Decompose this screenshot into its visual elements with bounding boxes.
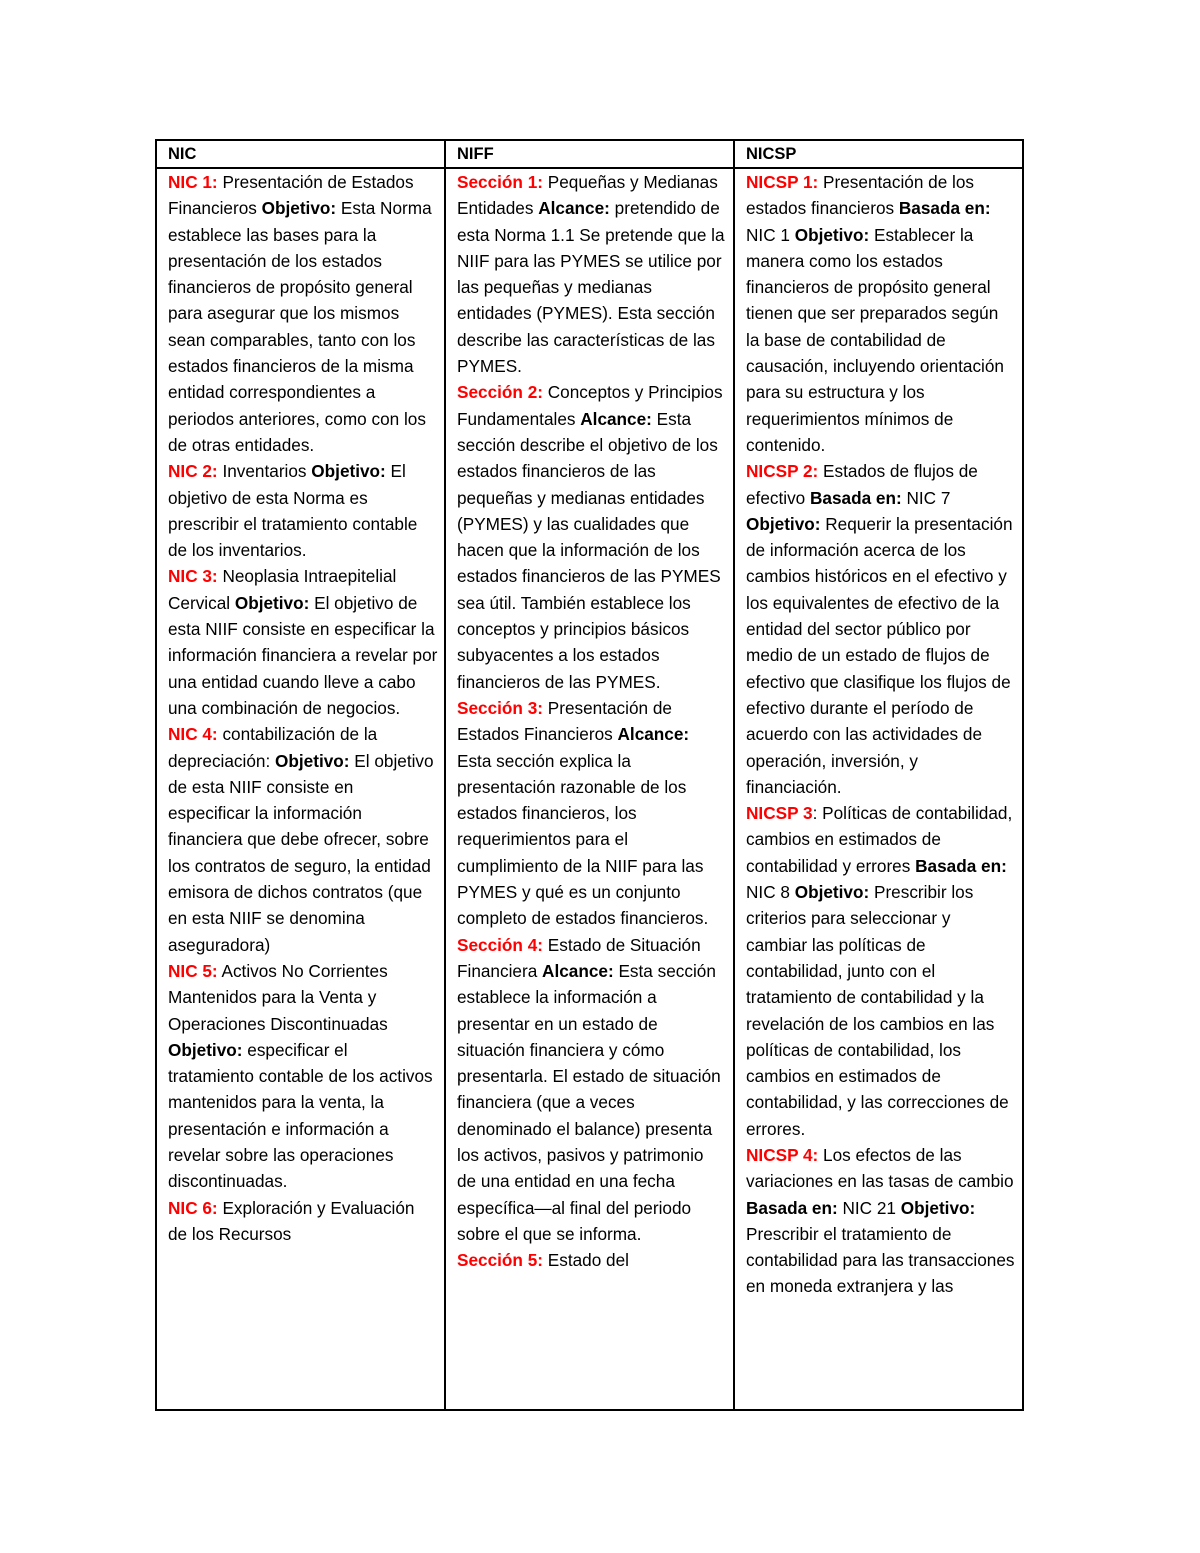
standard-code: Sección 1: [457, 172, 543, 192]
standard-description: El objetivo de esta NIIF consiste en especificar la información financiera a revelar por una entidad cuando lleve a cabo una combinación de negocios. [168, 592, 438, 718]
field-label: Objetivo: [794, 882, 870, 903]
field-label: Objetivo: [261, 198, 337, 219]
standard-code: NICSP 2: [746, 461, 819, 482]
standard-code: Sección 5: [457, 1250, 543, 1271]
field-label: Objetivo: [794, 224, 870, 245]
standard-entry [457, 932, 727, 1248]
standard-code: NICSP 4: [746, 1144, 819, 1165]
field-label: Alcance: [542, 960, 614, 981]
standard-description: pretendido de esta Norma 1.1 Se pretende que la NIIF para las PYMES se utilice por las pequeñas y medianas entidades (PYMES). Esta sección describe las características de las PYMES. [457, 198, 725, 377]
header-nic: NIC [156, 140, 445, 168]
field-label: Objetivo: [275, 750, 350, 771]
standard-code: NIC 2: [168, 461, 218, 482]
standard-description: Prescribir los criterios para seleccionar y cambiar las políticas de contabilidad, junto con el tratamiento de contabilidad y la revelación de los cambios en las políticas de contabilidad, los cambios en estimados de contabilidad, y las correcciones de errores. [746, 882, 1009, 1139]
standard-description: especificar el tratamiento contable de los activos mantenidos para la venta, la presentación e información a revelar sobre las operaciones discontinuadas. [168, 1039, 433, 1192]
standard-code: NICSP 3 [746, 803, 813, 824]
nic-column-cell [156, 168, 445, 1410]
standard-code: Sección 4: [457, 934, 543, 955]
standard-entry [457, 1247, 727, 1273]
standard-description: Exploración y Evaluación de los Recursos [168, 1197, 415, 1244]
header-nicsp: NICSP [734, 140, 1023, 168]
header-niff: NIFF [445, 140, 734, 168]
standard-description: Esta sección explica la presentación razonable de los estados financieros, los requerimientos para el cumplimiento de la NIIF para las PYMES y qué es un conjunto completo de estados financieros. [457, 750, 709, 929]
standard-entry [168, 721, 438, 958]
field-label: Basada en: [898, 198, 991, 219]
standard-description: Activos No Corrientes Mantenidos para la Venta y Operaciones Discontinuadas [168, 960, 388, 1034]
standard-entry [457, 695, 727, 932]
field-label: Basada en: [915, 855, 1007, 876]
standard-entry [746, 169, 1016, 458]
field-label: Objetivo: [900, 1197, 976, 1218]
standard-description: Estado del [542, 1250, 629, 1271]
standard-description: Neoplasia Intraepitelial Cervical [168, 566, 397, 613]
standard-code: NIC 6: [168, 1197, 218, 1218]
header-row [156, 140, 1023, 168]
nicsp-column-content [746, 169, 1016, 1409]
standard-code: NIC 3: [168, 566, 218, 587]
standard-description: Presentación de los estados financieros [746, 172, 975, 219]
standards-comparison-table [155, 139, 1024, 1411]
field-label: Basada en: [746, 1197, 838, 1218]
standard-code: NIC 4: [168, 724, 218, 745]
niff-column-content [457, 169, 727, 1409]
standard-description: El objetivo de esta Norma es prescribir el tratamiento contable de los inventarios. [168, 461, 418, 561]
standard-description: Esta Norma establece las bases para la presentación de los estados financieros de propósito general para asegurar que los mismos sean comparables, tanto con los estados financieros de la misma entidad correspondientes a periodos anteriores, como con los de otras entidades. [168, 198, 432, 455]
standard-description: Estado de Situación Financiera [457, 934, 701, 981]
field-label: Objetivo: [746, 513, 821, 534]
standard-description: Esta sección establece la información a presentar en un estado de situación financiera y cómo presentarla. El estado de situación financiera (que a veces denominado el balance) presenta los activos, pasivos y patrimonio de una entidad en una fecha específica—al final del periodo sobre el que se informa. [457, 960, 721, 1244]
nic-column-content [168, 169, 438, 1409]
standard-entry [457, 379, 727, 695]
standard-description: Los efectos de las variaciones en las tasas de cambio [746, 1144, 1014, 1192]
standard-code: Sección 3: [457, 697, 543, 718]
standard-description: Esta sección describe el objetivo de los estados financieros de las pequeñas y medianas entidades (PYMES) y las cualidades que hacen que la información de los estados financieros de las PYMES sea útil. También establece los conceptos y principios básicos subyacentes a los estados financieros de las PYMES. [457, 408, 721, 692]
field-label: Objetivo: [311, 461, 386, 482]
field-label: Alcance: [580, 408, 652, 429]
standard-description: Prescribir el tratamiento de contabilidad para las transacciones en moneda extranjera y las [746, 1223, 1015, 1297]
body-row [156, 168, 1023, 1410]
standard-description: NIC 8 [746, 882, 795, 903]
standard-code: Sección 2: [457, 382, 543, 403]
standard-entry [746, 1142, 1016, 1300]
standard-description: Presentación de Estados Financieros [457, 697, 672, 745]
standard-entry [168, 958, 438, 1195]
standard-description: Inventarios [217, 461, 312, 482]
standard-code: NICSP 1: [746, 172, 819, 192]
standard-description: Conceptos y Principios Fundamentales [457, 382, 723, 429]
standard-description: El objetivo de esta NIIF consiste en especificar la información financiera que debe ofrecer, sobre los contratos de seguro, la entidad emisora de dichos contratos (que en esta NIIF se denomina aseguradora) [168, 750, 434, 955]
standard-entry [746, 800, 1016, 1142]
standard-description: Establecer la manera como los estados financieros de propósito general tienen que ser preparados según la base de contabilidad de causación, incluyendo orientación para su estructura y los requerimientos mínimos de contenido. [746, 224, 1004, 455]
standard-description: : Políticas de contabilidad, cambios en estimados de contabilidad y errores [746, 803, 1013, 876]
standard-entry [746, 458, 1016, 800]
field-label: Objetivo: [234, 592, 310, 613]
standard-description: Requerir la presentación de información acerca de los cambios históricos en el efectivo y los equivalentes de efectivo de la entidad del sector público por medio de un estado de flujos de efectivo que clasifique los flujos de efectivo durante el período de acuerdo con las actividades de operación, inversión, y financiación. [746, 513, 1013, 797]
standard-description: NIC 21 [837, 1197, 901, 1218]
standard-description: Pequeñas y Medianas Entidades [457, 172, 718, 219]
standard-code: NIC 5: [168, 960, 218, 981]
standard-description: NIC 7 [901, 487, 951, 508]
field-label: Alcance: [617, 724, 690, 745]
standard-description: NIC 1 [746, 224, 795, 245]
field-label: Objetivo: [168, 1039, 243, 1060]
standard-entry [457, 169, 727, 379]
standard-entry [168, 458, 438, 563]
standard-code: NIC 1: [168, 172, 218, 192]
standard-description: Presentación de Estados Financieros [168, 172, 414, 219]
standard-entry [168, 563, 438, 721]
standard-entry [168, 169, 438, 458]
standard-description: contabilización de la depreciación: [168, 724, 378, 771]
nicsp-column-cell [734, 168, 1023, 1410]
field-label: Alcance: [538, 198, 610, 219]
niff-column-cell [445, 168, 734, 1410]
field-label: Basada en: [810, 487, 902, 508]
standard-description: Estados de flujos de efectivo [746, 461, 978, 508]
standard-entry [168, 1195, 438, 1248]
